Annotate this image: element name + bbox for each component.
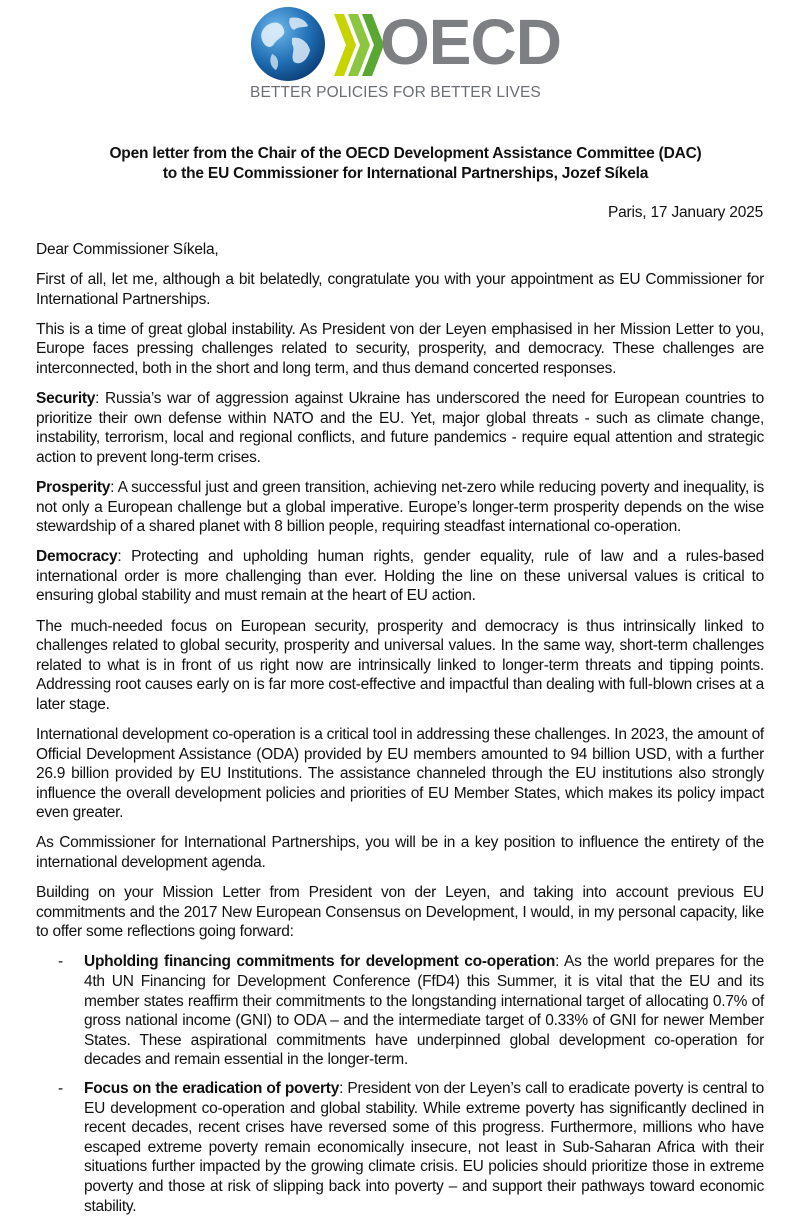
- salutation: Dear Commissioner Síkela,: [36, 241, 219, 258]
- letter-title: [0, 144, 811, 184]
- bullet-label: Upholding financing commitments for development co-operation: [84, 953, 556, 971]
- paragraph-prosperity: [36, 478, 764, 537]
- bullet-text: : President von der Leyen’s call to eradicate poverty is central to EU development co-operation and global stability. While extreme poverty has significantly declined in recent decades, recent crises have reversed some of this progress. Furthermore, millions who have escaped extreme poverty remain economically insecure, not least in Sub-Saharan Africa with their situations further impacted by the growing climate crisis. EU policies should prioritize those in extreme poverty and those at risk of slipping back into poverty – and support their pathways toward economic stability.: [84, 1079, 764, 1215]
- bullet-dash: -: [58, 1079, 63, 1097]
- globe-icon: [248, 4, 328, 84]
- paragraph-instability: This is a time of great global instability. As President von der Leyen emphasised in her Mission Letter to you, Europe faces pressing challenges related to security, prosperity, and democracy. These challenges are interconnected, both in the short and long term, and thus demand concerted responses.: [36, 320, 764, 377]
- paragraph-commissioner-role: As Commissioner for International Partnerships, you will be in a key position to influence the entirety of the international development agenda.: [36, 834, 764, 872]
- oecd-tagline: BETTER POLICIES FOR BETTER LIVES: [250, 84, 541, 101]
- paragraph-reflections-intro: Building on your Mission Letter from President von der Leyen, and taking into account previous EU commitments and the 2017 New European Consensus on Development, I would, in my personal capacity, like to offer some reflections going forward:: [36, 884, 764, 941]
- democracy-text: : Protecting and upholding human rights, gender equality, rule of law and a rules-based international order is more challenging than ever. Holding the line on these universal values is critical to ensuring global stability and must remain at the heart of EU action.: [36, 548, 764, 605]
- democracy-label: Democracy: [36, 548, 118, 566]
- bullet-label: Focus on the eradication of poverty: [84, 1079, 340, 1097]
- letter-body: [36, 240, 764, 1225]
- oecd-logo: [248, 4, 568, 104]
- title-line-2: to the EU Commissioner for International Partnerships, Jozef Síkela: [162, 165, 649, 182]
- paragraph-focus: The much-needed focus on European security, prosperity and democracy is thus intrinsically linked to challenges related to global security, prosperity and universal values. In the same way, short-term challenges related to what is in front of us right now are intrinsically linked to longer-term threats and tipping points. Addressing root causes early on is far more cost-effective and impactful than dealing with full-blown crises at a later stage.: [36, 617, 764, 713]
- security-label: Security: [36, 390, 96, 408]
- bullet-dash: -: [58, 953, 63, 971]
- prosperity-text: : A successful just and green transition, achieving net-zero while reducing poverty and inequality, is not only a European challenge but a global imperative. Europe’s longer-term prosperity depends on the wise stewardship of a shared planet with 8 billion people, requiring steadfast international co-operation.: [36, 478, 764, 536]
- list-item: [36, 952, 764, 1070]
- oecd-wordmark: OECD: [380, 6, 561, 78]
- paragraph-security: [36, 389, 764, 467]
- prosperity-label: Prosperity: [36, 478, 111, 496]
- list-item: [36, 1079, 764, 1216]
- paragraph-congratulations: First of all, let me, although a bit belatedly, congratulate you with your appointment as EU Commissioner for International Partnerships.: [36, 271, 764, 308]
- bullet-text: : As the world prepares for the 4th UN Financing for Development Conference (FfD4) this Summer, it is vital that the EU and its member states reaffirm their commitments to the longstanding international target of allocating 0.7% of gross national income (GNI) to ODA – and the intermediate target of 0.33% of GNI for newer Member States. These aspirational commitments have underpinned global development co-operation for decades and remain essential in the longer-term.: [84, 953, 765, 1069]
- title-line-1: Open letter from the Chair of the OECD Development Assistance Committee (DAC): [109, 145, 702, 162]
- paragraph-democracy: [36, 547, 764, 606]
- paragraph-development-cooperation: International development co-operation is a critical tool in addressing these challenges. In 2023, the amount of Official Development Assistance (ODA) provided by EU members amounted to 94 billion USD, with a further 26.9 billion provided by EU Institutions. The assistance channeled through the EU institutions also strongly influence the overall development policies and priorities of EU Member States, which makes its policy impact even greater.: [36, 725, 764, 822]
- reflections-list: [36, 952, 764, 1216]
- letter-date: Paris, 17 January 2025: [607, 204, 763, 221]
- security-text: : Russia’s war of aggression against Ukraine has underscored the need for European countries to prioritize their own defense within NATO and the EU. Yet, major global threats - such as climate change, instability, terrorism, local and regional conflicts, and future pandemics - require equal attention and strategic action to prevent long-term crises.: [36, 390, 764, 466]
